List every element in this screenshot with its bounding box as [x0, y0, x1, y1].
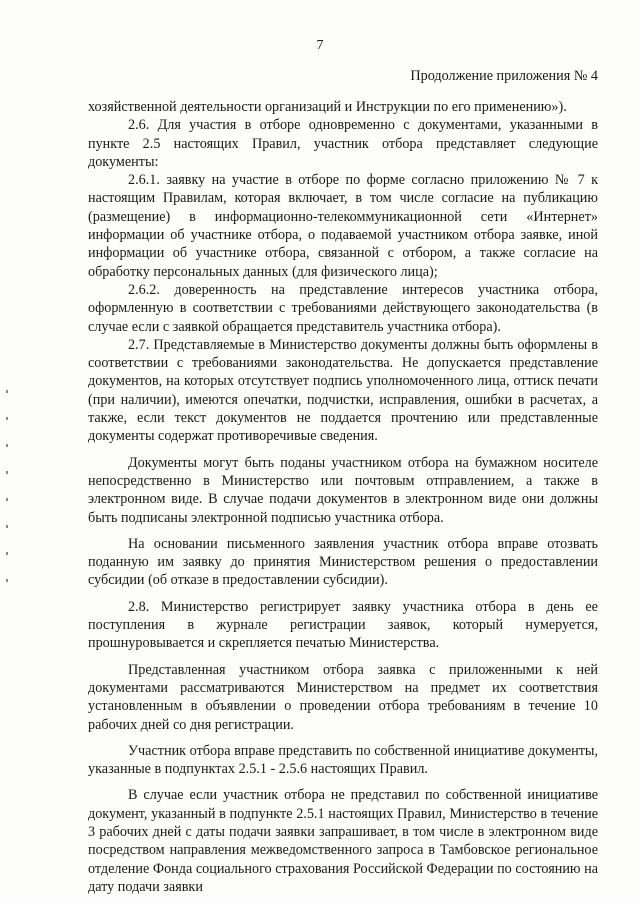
- paragraph: Документы могут быть поданы участником отбора на бумажном носителе непосредственно в Министерство или почтовым отправлением, а также в электронном виде. В случае подачи документов в электронном виде они должны быть подписаны электронной подписью участника отбора.: [88, 454, 598, 526]
- paragraph: 2.6.1. заявку на участие в отборе по форме согласно приложению № 7 к настоящим Правилам, которая включает, в том числе согласие на публикацию (размещение) в информационно-телекоммуникационной сети «Интернет» информации об участнике отбора, о подаваемой участником отбора заявке, иной информации об участнике отбора, связанной с отбором, а также согласие на обработку персональных данных (для физического лица);: [88, 172, 598, 280]
- scan-margin-marks: [6, 390, 9, 610]
- paragraph: На основании письменного заявления участник отбора вправе отозвать поданную им заявку до принятия Министерством решения о предоставлении субсидии (об отказе в предоставлении субсидии).: [88, 535, 598, 589]
- paragraph: Участник отбора вправе представить по собственной инициативе документы, указанные в подпунктах 2.5.1 - 2.5.6 настоящих Правил.: [88, 742, 598, 778]
- paragraph: 2.6. Для участия в отборе одновременно с документами, указанными в пункте 2.5 настоящих Правил, участник отбора представляет следующие документы:: [88, 117, 598, 170]
- paragraph: 2.7. Представляемые в Министерство документы должны быть оформлены в соответствии с требованиями законодательства. Не допускается представление документов, на которых отсутствует подпись уполномоченного лица, оттиск печати (при наличии), имеются опечатки, подчистки, исправления, ошибки в расчетах, а также, если текст документов не поддается прочтению или представленные документы содержат противоречивые сведения.: [88, 336, 598, 445]
- paragraph: хозяйственной деятельности организаций и Инструкции по его применению»).: [88, 99, 567, 115]
- paragraph: В случае если участник отбора не представил по собственной инициативе документ, указанный в подпункте 2.5.1 настоящих Правил, Министерство в течение 3 рабочих дней с даты подачи заявки запрашивает, в том числе в электронном виде посредством направления межведомственного запроса в Тамбовское региональное отделение Фонда социального страхования Российской Федерации по состоянию на дату подачи заявки: [88, 787, 598, 895]
- document-body: [88, 98, 598, 896]
- paragraph: 2.6.2. доверенность на представление интересов участника отбора, оформленную в соответствии с требованиями действующего законодательства (в случае если с заявкой обращается представитель участника отбора).: [88, 281, 598, 335]
- page-number: 7: [316, 38, 324, 53]
- paragraph: Представленная участником отбора заявка с приложенными к ней документами рассматриваются Министерством на предмет их соответствия установленным в объявлении о проведении отбора требованиям в течение 10 рабочих дней со дня регистрации.: [88, 661, 598, 733]
- paragraph: 2.8. Министерство регистрирует заявку участника отбора в день ее поступления в журнале регистрации заявок, который нумеруется, прошнуровывается и скрепляется печатью Министерства.: [88, 598, 598, 652]
- appendix-continuation-note: Продолжение приложения № 4: [410, 68, 598, 84]
